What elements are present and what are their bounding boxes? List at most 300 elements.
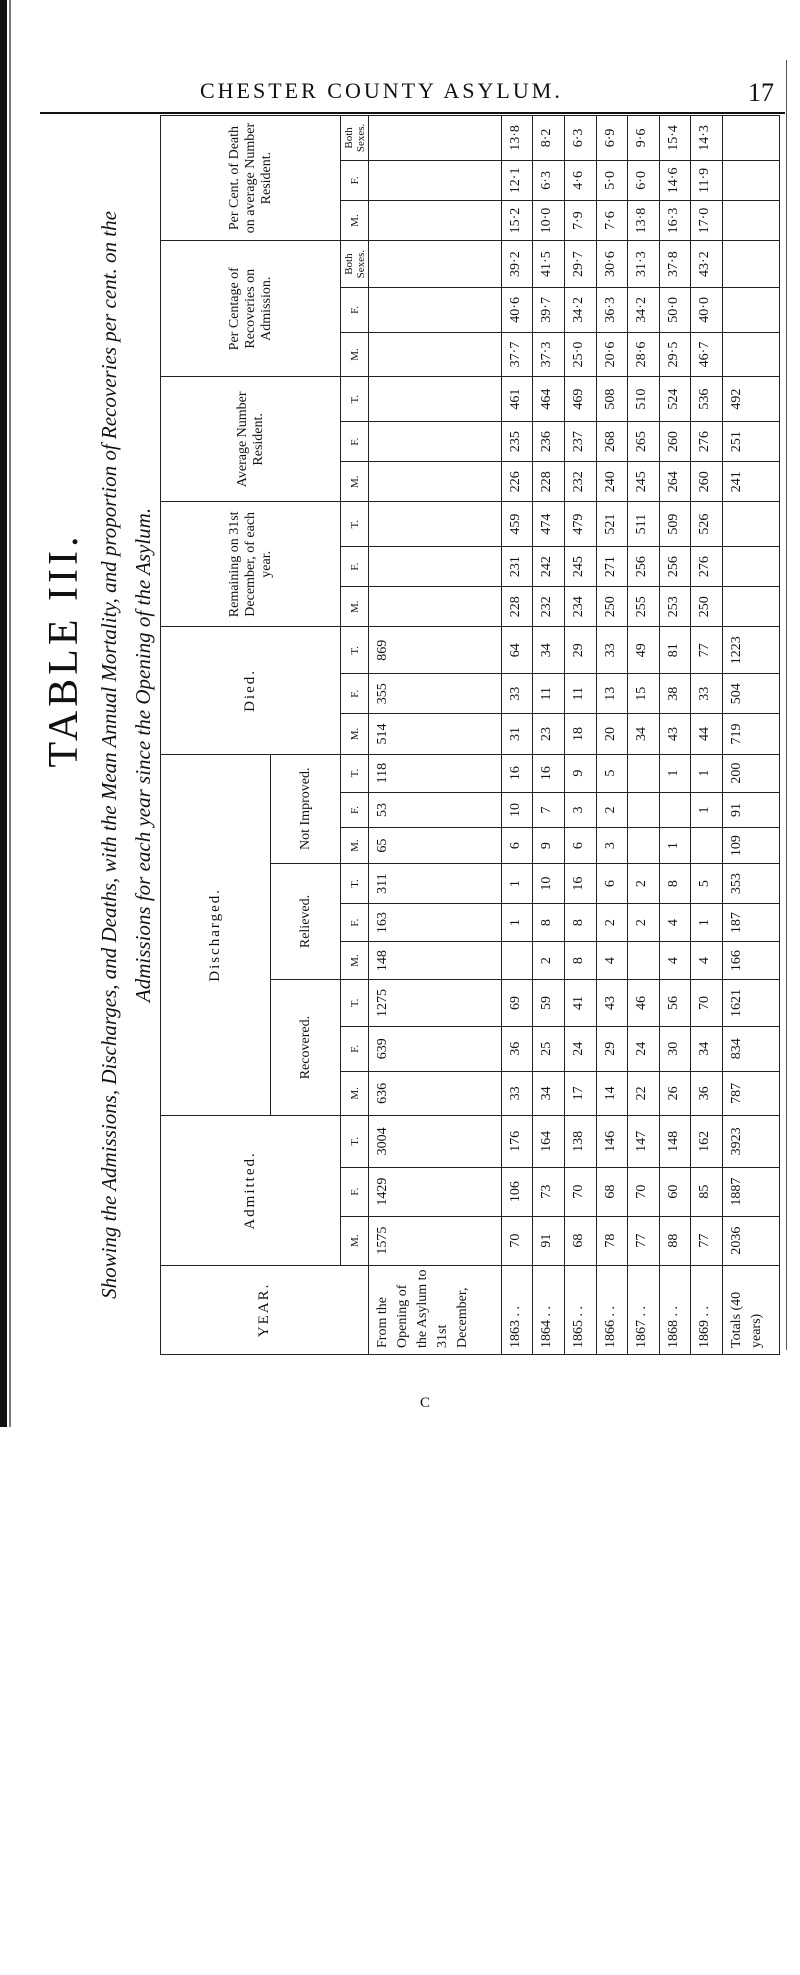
cell-avg-0: 260 <box>691 462 723 502</box>
cell-rem-0: 255 <box>628 587 660 627</box>
cell-rec-1: 34 <box>691 1026 723 1071</box>
cell-rec-1: 24 <box>565 1026 597 1071</box>
cell-avg-1: 235 <box>501 421 533 461</box>
cell-adm-1: 85 <box>691 1167 723 1216</box>
cell-pr-2: 37·8 <box>659 241 691 288</box>
col-year: YEAR. <box>161 1265 369 1354</box>
cell-rel-0 <box>628 942 660 980</box>
cell-pd-1: 6·0 <box>628 160 660 200</box>
cell-avg-1: 276 <box>691 421 723 461</box>
cell-rel-1: 8 <box>533 904 565 942</box>
cell-adm-2: 138 <box>565 1116 597 1167</box>
cell-rel-0: 4 <box>659 942 691 980</box>
sex-header-died-m: M. <box>341 714 369 754</box>
cell-rec-2: 41 <box>565 980 597 1027</box>
cell-avg-2: 536 <box>691 377 723 422</box>
header-rule <box>40 112 785 114</box>
cell-pd-0: 16·3 <box>659 200 691 240</box>
table-body <box>369 116 780 1355</box>
page-header-title: CHESTER COUNTY ASYLUM. <box>200 78 563 103</box>
sex-header-pr-f: F. <box>341 288 369 333</box>
cell-pd-2: 6·9 <box>596 116 628 161</box>
cell-died-1: 504 <box>723 674 780 714</box>
cell-pr-1 <box>723 288 780 333</box>
cell-avg-1: 236 <box>533 421 565 461</box>
cell-died-1: 33 <box>691 674 723 714</box>
sex-header-rem-f: F. <box>341 546 369 586</box>
cell-rec-0: 22 <box>628 1071 660 1116</box>
cell-avg-0: 226 <box>501 462 533 502</box>
cell-died-1: 11 <box>565 674 597 714</box>
cell-rem-1 <box>723 546 780 586</box>
cell-adm-0: 70 <box>501 1216 533 1265</box>
cell-rem-1: 245 <box>565 546 597 586</box>
cell-rec-1: 36 <box>501 1026 533 1071</box>
cell-ni-2: 1 <box>691 754 723 792</box>
cell-adm-2: 147 <box>628 1116 660 1167</box>
cell-avg-2: 510 <box>628 377 660 422</box>
sex-header-adm-f: F. <box>341 1167 369 1216</box>
cell-pd-1: 5·0 <box>596 160 628 200</box>
cell-rel-0: 166 <box>723 942 780 980</box>
cell-died-0: 514 <box>369 714 502 754</box>
cell-rem-0: 253 <box>659 587 691 627</box>
table-holder <box>160 122 800 1975</box>
cell-avg-0: 264 <box>659 462 691 502</box>
year-cell: From the Opening of the Asylum to 31st December, <box>369 1265 502 1354</box>
cell-pr-1: 34·2 <box>565 288 597 333</box>
table-row <box>723 116 780 1355</box>
table-row <box>565 116 597 1355</box>
cell-pr-0: 37·7 <box>501 332 533 377</box>
sex-header-row <box>341 116 369 1355</box>
cell-ni-0: 65 <box>369 828 502 864</box>
cell-pd-0 <box>369 200 502 240</box>
cell-ni-1: 1 <box>691 792 723 828</box>
cell-avg-1 <box>369 421 502 461</box>
cell-rec-0: 36 <box>691 1071 723 1116</box>
cell-rel-1: 1 <box>501 904 533 942</box>
cell-pr-2: 43·2 <box>691 241 723 288</box>
cell-rem-2: 479 <box>565 502 597 547</box>
cell-died-0: 34 <box>628 714 660 754</box>
cell-pr-0: 20·6 <box>596 332 628 377</box>
cell-pd-1: 12·1 <box>501 160 533 200</box>
cell-rec-0: 787 <box>723 1071 780 1116</box>
cell-died-2: 1223 <box>723 627 780 674</box>
cell-adm-2: 146 <box>596 1116 628 1167</box>
cell-rel-2: 1 <box>501 863 533 903</box>
table-row <box>596 116 628 1355</box>
cell-rem-2: 511 <box>628 502 660 547</box>
cell-rem-2: 509 <box>659 502 691 547</box>
cell-rem-1: 231 <box>501 546 533 586</box>
col-average: Average Number Resident. <box>161 377 341 502</box>
cell-rel-1: 4 <box>659 904 691 942</box>
table-row <box>533 116 565 1355</box>
cell-died-2: 64 <box>501 627 533 674</box>
cell-pr-0: 37·3 <box>533 332 565 377</box>
cell-adm-1: 106 <box>501 1167 533 1216</box>
cell-avg-2 <box>369 377 502 422</box>
cell-pd-0: 13·8 <box>628 200 660 240</box>
cell-rec-1: 30 <box>659 1026 691 1071</box>
cell-rem-0: 250 <box>596 587 628 627</box>
cell-died-1: 33 <box>501 674 533 714</box>
cell-died-1: 13 <box>596 674 628 714</box>
cell-ni-0: 3 <box>596 828 628 864</box>
cell-died-0: 719 <box>723 714 780 754</box>
cell-pr-2 <box>723 241 780 288</box>
cell-pd-2 <box>723 116 780 161</box>
cell-rem-0: 232 <box>533 587 565 627</box>
cell-rem-1: 276 <box>691 546 723 586</box>
cell-ni-1: 10 <box>501 792 533 828</box>
cell-adm-2: 176 <box>501 1116 533 1167</box>
cell-rem-1: 242 <box>533 546 565 586</box>
cell-rec-1: 29 <box>596 1026 628 1071</box>
cell-pd-0: 15·2 <box>501 200 533 240</box>
page-binding-edge <box>0 0 7 1427</box>
cell-rec-0: 636 <box>369 1071 502 1116</box>
cell-adm-2: 164 <box>533 1116 565 1167</box>
page-binding-line <box>9 0 11 1427</box>
cell-pd-1 <box>369 160 502 200</box>
cell-rem-0: 228 <box>501 587 533 627</box>
sex-header-pr-m: M. <box>341 332 369 377</box>
sex-header-rec-f: F. <box>341 1026 369 1071</box>
cell-rel-0: 2 <box>533 942 565 980</box>
cell-avg-2: 492 <box>723 377 780 422</box>
cell-avg-0: 228 <box>533 462 565 502</box>
cell-died-0: 18 <box>565 714 597 754</box>
cell-ni-1: 7 <box>533 792 565 828</box>
cell-pd-2: 8·2 <box>533 116 565 161</box>
page-number: 17 <box>748 78 774 107</box>
table-row <box>628 116 660 1355</box>
cell-rel-2: 2 <box>628 863 660 903</box>
sex-header-ni-f: F. <box>341 792 369 828</box>
cell-adm-0: 77 <box>691 1216 723 1265</box>
cell-pr-1: 39·7 <box>533 288 565 333</box>
cell-pr-2 <box>369 241 502 288</box>
cell-avg-0: 240 <box>596 462 628 502</box>
cell-adm-1: 68 <box>596 1167 628 1216</box>
cell-ni-2: 9 <box>565 754 597 792</box>
cell-rem-0 <box>369 587 502 627</box>
year-cell: 1864 . . <box>533 1265 565 1354</box>
sex-header-pd-m: M. <box>341 200 369 240</box>
cell-pr-2: 31·3 <box>628 241 660 288</box>
cell-ni-2: 16 <box>533 754 565 792</box>
col-pct-recoveries: Per Centage of Recoveries on Admission. <box>161 241 341 377</box>
sex-header-rec-m: M. <box>341 1071 369 1116</box>
cell-pd-2: 9·6 <box>628 116 660 161</box>
table-row <box>691 116 723 1355</box>
sex-header-died-t: T. <box>341 627 369 674</box>
cell-rel-2: 311 <box>369 863 502 903</box>
cell-ni-0: 9 <box>533 828 565 864</box>
cell-rem-1: 256 <box>628 546 660 586</box>
cell-pd-2: 14·3 <box>691 116 723 161</box>
cell-died-2: 869 <box>369 627 502 674</box>
cell-rel-0: 4 <box>691 942 723 980</box>
cell-pd-0: 7·6 <box>596 200 628 240</box>
cell-rec-0: 34 <box>533 1071 565 1116</box>
year-cell: 1866 . . <box>596 1265 628 1354</box>
cell-rec-2: 69 <box>501 980 533 1027</box>
cell-rec-2: 1275 <box>369 980 502 1027</box>
cell-pd-0: 10·0 <box>533 200 565 240</box>
cell-ni-2: 5 <box>596 754 628 792</box>
year-cell: 1868 . . <box>659 1265 691 1354</box>
cell-ni-0 <box>628 828 660 864</box>
cell-avg-1: 251 <box>723 421 780 461</box>
cell-died-2: 33 <box>596 627 628 674</box>
cell-died-2: 49 <box>628 627 660 674</box>
cell-pr-2: 41·5 <box>533 241 565 288</box>
sex-header-adm-m: M. <box>341 1216 369 1265</box>
cell-died-1: 15 <box>628 674 660 714</box>
cell-adm-0: 2036 <box>723 1216 780 1265</box>
cell-rec-0: 14 <box>596 1071 628 1116</box>
cell-rel-2: 353 <box>723 863 780 903</box>
cell-ni-2: 118 <box>369 754 502 792</box>
sex-header-died-f: F. <box>341 674 369 714</box>
cell-rec-2: 46 <box>628 980 660 1027</box>
cell-pr-0: 46·7 <box>691 332 723 377</box>
sex-header-pr-both: Both Sexes. <box>341 241 369 288</box>
cell-adm-2: 162 <box>691 1116 723 1167</box>
cell-rem-0 <box>723 587 780 627</box>
cell-rec-2: 43 <box>596 980 628 1027</box>
cell-died-1: 355 <box>369 674 502 714</box>
col-remaining: Remaining on 31st December, of each year. <box>161 502 341 627</box>
cell-rel-2: 6 <box>596 863 628 903</box>
cell-rel-2: 10 <box>533 863 565 903</box>
table-label: TABLE III. <box>41 532 87 768</box>
cell-ni-1: 2 <box>596 792 628 828</box>
cell-rem-2: 526 <box>691 502 723 547</box>
cell-died-2: 34 <box>533 627 565 674</box>
cell-pr-1: 40·6 <box>501 288 533 333</box>
col-recovered: Recovered. <box>271 980 341 1116</box>
cell-adm-0: 91 <box>533 1216 565 1265</box>
cell-rel-1: 8 <box>565 904 597 942</box>
cell-died-0: 23 <box>533 714 565 754</box>
cell-rem-2: 474 <box>533 502 565 547</box>
cell-pr-1: 40·0 <box>691 288 723 333</box>
cell-adm-0: 1575 <box>369 1216 502 1265</box>
cell-ni-0: 6 <box>501 828 533 864</box>
cell-rec-1: 24 <box>628 1026 660 1071</box>
cell-died-0: 43 <box>659 714 691 754</box>
cell-avg-0 <box>369 462 502 502</box>
cell-adm-2: 3923 <box>723 1116 780 1167</box>
cell-avg-1: 265 <box>628 421 660 461</box>
cell-rec-1: 834 <box>723 1026 780 1071</box>
cell-adm-0: 78 <box>596 1216 628 1265</box>
cell-pd-0 <box>723 200 780 240</box>
table-subtitle: Showing the Admissions, Discharges, and Deaths, with the Mean Annual Mortality, and proportion of Recoveries per cent. on the Admissions for each year since the Opening of the Asylum. <box>97 211 155 1299</box>
col-pct-death: Per Cent. of Death on average Number Resident. <box>161 116 341 241</box>
cell-pr-2: 39·2 <box>501 241 533 288</box>
cell-rem-2: 521 <box>596 502 628 547</box>
table-row <box>659 116 691 1355</box>
cell-pr-0 <box>369 332 502 377</box>
year-cell: 1867 . . <box>628 1265 660 1354</box>
cell-rem-2 <box>369 502 502 547</box>
cell-pd-0: 7·9 <box>565 200 597 240</box>
cell-avg-0: 241 <box>723 462 780 502</box>
cell-rel-2: 16 <box>565 863 597 903</box>
cell-adm-1: 1887 <box>723 1167 780 1216</box>
cell-rec-1: 25 <box>533 1026 565 1071</box>
cell-ni-0 <box>691 828 723 864</box>
cell-pd-1: 4·6 <box>565 160 597 200</box>
cell-avg-1: 268 <box>596 421 628 461</box>
cell-pd-1 <box>723 160 780 200</box>
cell-adm-2: 3004 <box>369 1116 502 1167</box>
cell-pr-1: 34·2 <box>628 288 660 333</box>
cell-ni-1: 3 <box>565 792 597 828</box>
cell-died-0: 44 <box>691 714 723 754</box>
cell-avg-2: 524 <box>659 377 691 422</box>
year-cell: 1863 . . <box>501 1265 533 1354</box>
cell-pr-1: 36·3 <box>596 288 628 333</box>
sex-header-avg-t: T. <box>341 377 369 422</box>
cell-rec-2: 70 <box>691 980 723 1027</box>
cell-rec-0: 17 <box>565 1071 597 1116</box>
sex-header-rel-t: T. <box>341 863 369 903</box>
cell-adm-2: 148 <box>659 1116 691 1167</box>
sex-header-rem-t: T. <box>341 502 369 547</box>
cell-ni-2: 16 <box>501 754 533 792</box>
cell-rem-1: 271 <box>596 546 628 586</box>
cell-died-1: 38 <box>659 674 691 714</box>
cell-pr-1: 50·0 <box>659 288 691 333</box>
cell-avg-1: 237 <box>565 421 597 461</box>
table-row <box>369 116 502 1355</box>
sex-header-adm-t: T. <box>341 1116 369 1167</box>
sex-header-rem-m: M. <box>341 587 369 627</box>
cell-adm-1: 73 <box>533 1167 565 1216</box>
cell-rel-0: 8 <box>565 942 597 980</box>
cell-avg-1: 260 <box>659 421 691 461</box>
cell-rem-2: 459 <box>501 502 533 547</box>
cell-rem-0: 250 <box>691 587 723 627</box>
cell-ni-0: 109 <box>723 828 780 864</box>
cell-died-2: 29 <box>565 627 597 674</box>
cell-pd-1: 14·6 <box>659 160 691 200</box>
cell-ni-0: 6 <box>565 828 597 864</box>
cell-pr-0: 25·0 <box>565 332 597 377</box>
sex-header-rec-t: T. <box>341 980 369 1027</box>
cell-rel-2: 5 <box>691 863 723 903</box>
cell-pr-2: 29·7 <box>565 241 597 288</box>
cell-died-2: 77 <box>691 627 723 674</box>
cell-rel-1: 1 <box>691 904 723 942</box>
cell-pr-0: 28·6 <box>628 332 660 377</box>
cell-rel-1: 2 <box>628 904 660 942</box>
cell-died-2: 81 <box>659 627 691 674</box>
cell-rem-1: 256 <box>659 546 691 586</box>
col-relieved: Relieved. <box>271 863 341 979</box>
cell-rec-2: 56 <box>659 980 691 1027</box>
sex-header-pd-both: Both Sexes. <box>341 116 369 161</box>
cell-rec-2: 59 <box>533 980 565 1027</box>
year-cell: 1869 . . <box>691 1265 723 1354</box>
cell-avg-0: 232 <box>565 462 597 502</box>
cell-rel-1: 187 <box>723 904 780 942</box>
col-discharged: Discharged. <box>161 754 271 1116</box>
sex-header-avg-m: M. <box>341 462 369 502</box>
cell-pr-1 <box>369 288 502 333</box>
mortality-table <box>160 115 780 1355</box>
sex-header-ni-m: M. <box>341 828 369 864</box>
table-row <box>501 116 533 1355</box>
sex-header-rel-m: M. <box>341 942 369 980</box>
cell-rel-1: 2 <box>596 904 628 942</box>
year-cell: Totals (40 years) <box>723 1265 780 1354</box>
cell-ni-2: 200 <box>723 754 780 792</box>
cell-rec-2: 1621 <box>723 980 780 1027</box>
cell-died-1: 11 <box>533 674 565 714</box>
cell-avg-2: 461 <box>501 377 533 422</box>
cell-ni-1 <box>628 792 660 828</box>
cell-pr-0: 29·5 <box>659 332 691 377</box>
sex-header-avg-f: F. <box>341 421 369 461</box>
sex-header-rel-f: F. <box>341 904 369 942</box>
cell-rec-1: 639 <box>369 1026 502 1071</box>
sex-header-pd-f: F. <box>341 160 369 200</box>
cell-rec-0: 26 <box>659 1071 691 1116</box>
cell-ni-2 <box>628 754 660 792</box>
cell-rec-0: 33 <box>501 1071 533 1116</box>
cell-pd-0: 17·0 <box>691 200 723 240</box>
cell-adm-1: 1429 <box>369 1167 502 1216</box>
cell-pd-2 <box>369 116 502 161</box>
sex-header-ni-t: T. <box>341 754 369 792</box>
cell-pr-0 <box>723 332 780 377</box>
cell-adm-0: 68 <box>565 1216 597 1265</box>
year-cell: 1865 . . <box>565 1265 597 1354</box>
cell-died-0: 20 <box>596 714 628 754</box>
col-not-improved: Not Improved. <box>271 754 341 863</box>
cell-rel-0 <box>501 942 533 980</box>
cell-pd-2: 13·8 <box>501 116 533 161</box>
cell-adm-1: 70 <box>565 1167 597 1216</box>
cell-avg-2: 469 <box>565 377 597 422</box>
cell-adm-1: 60 <box>659 1167 691 1216</box>
cell-ni-1: 91 <box>723 792 780 828</box>
cell-rem-2 <box>723 502 780 547</box>
cell-ni-2: 1 <box>659 754 691 792</box>
cell-adm-1: 70 <box>628 1167 660 1216</box>
cell-pd-2: 6·3 <box>565 116 597 161</box>
col-died: Died. <box>161 627 341 754</box>
cell-pd-2: 15·4 <box>659 116 691 161</box>
cell-adm-0: 88 <box>659 1216 691 1265</box>
cell-avg-2: 464 <box>533 377 565 422</box>
cell-ni-1 <box>659 792 691 828</box>
cell-adm-0: 77 <box>628 1216 660 1265</box>
cell-avg-0: 245 <box>628 462 660 502</box>
cell-pd-1: 6·3 <box>533 160 565 200</box>
cell-rel-1: 163 <box>369 904 502 942</box>
cell-ni-0: 1 <box>659 828 691 864</box>
cell-died-0: 31 <box>501 714 533 754</box>
